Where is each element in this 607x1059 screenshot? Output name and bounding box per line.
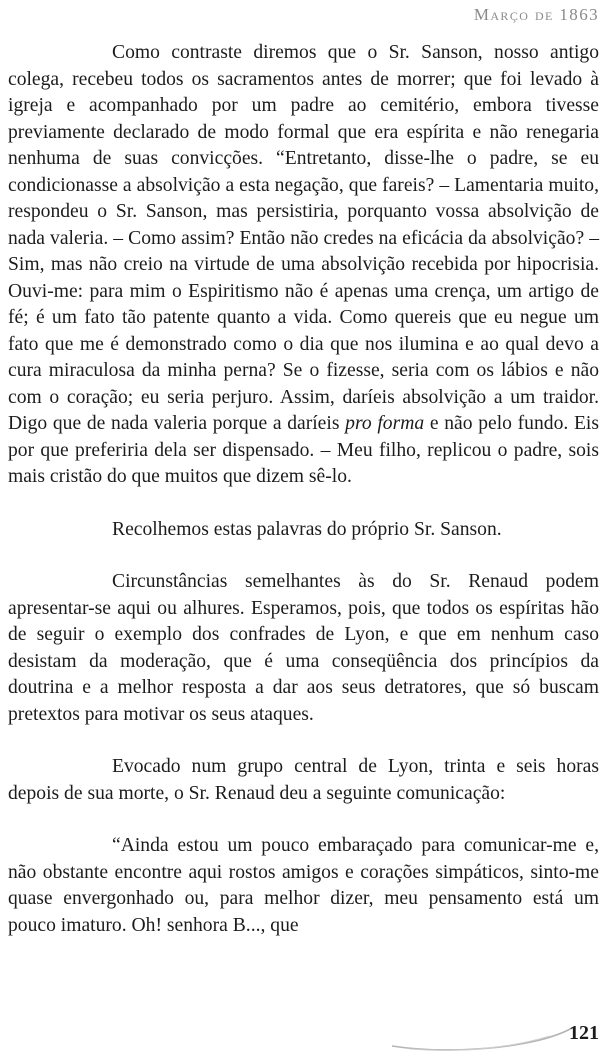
paragraph-evocado: Evocado num grupo central de Lyon, trinta e seis horas depois de sua morte, o Sr. Renaud deu a seguinte comunicação: bbox=[8, 756, 599, 804]
body-text bbox=[8, 40, 599, 939]
italic-pro-forma: pro forma bbox=[345, 413, 425, 434]
paragraph-sanson-text-b: e não pelo fundo. Eis por que preferiria dela ser dispensado. – Meu filho, replicou o padre, sois mais cristão do que muitos que dizem sê-lo. bbox=[8, 413, 599, 487]
paragraph-sanson-text-a: Como contraste diremos que o Sr. Sanson, nosso antigo colega, recebeu todos os sacramentos antes de morrer; que foi levado à igreja e acompanhado por um padre ao cemitério, embora tivesse previamente declarado de modo formal que era espírita e não renegaria nenhuma de suas convicções. “Entretanto, disse-lhe o padre, se eu condicionasse a absolvição a esta negação, que fareis? – Lamentaria muito, respondeu o Sr. Sanson, mas persistiria, porquanto vossa absolvição de nada valeria. – Como assim? Então não credes na eficácia da absolvição? – Sim, mas não creio na virtude de uma absolvição recebida por hipocrisia. Ouvi-me: para mim o Espiritismo não é apenas uma crença, um artigo de fé; é um fato tão patente quanto a vida. Como quereis que eu negue um fato que me é demonstrado como o dia que nos ilumina e ao qual devo a cura miraculosa da minha perna? Se o fizesse, seria com os lábios e não com o coração; eu seria perjuro. Assim, daríeis absolvição a um traidor. Digo que de nada valeria porque a daríeis bbox=[8, 42, 599, 434]
running-head: Março de 1863 bbox=[473, 5, 599, 24]
paragraph-recolhemos: Recolhemos estas palavras do próprio Sr. Sanson. bbox=[112, 518, 502, 540]
paragraph-circunstancias: Circunstâncias semelhantes às do Sr. Renaud podem apresentar-se aqui ou alhures. Esperamos, pois, que todos os espíritas hão de seguir o exemplo dos confrades de Lyon, e que em nenhum caso desistam da moderação, que é uma conseqüência dos princípios da doutrina e a melhor resposta a dar aos seus detratores, que só buscam pretextos para motivar os seus ataques. bbox=[8, 571, 599, 725]
page-number: 121 bbox=[569, 1022, 599, 1044]
paragraph-quote: “Ainda estou um pouco embaraçado para comunicar-me e, não obstante encontre aqui rostos amigos e corações simpáticos, sinto-me quase envergonhado ou, para melhor dizer, meu pensamento está um pouco imaturo. Oh! senhora B..., que bbox=[8, 835, 599, 936]
page-swoosh-ornament bbox=[390, 1022, 590, 1052]
paragraph-sanson bbox=[8, 40, 599, 491]
